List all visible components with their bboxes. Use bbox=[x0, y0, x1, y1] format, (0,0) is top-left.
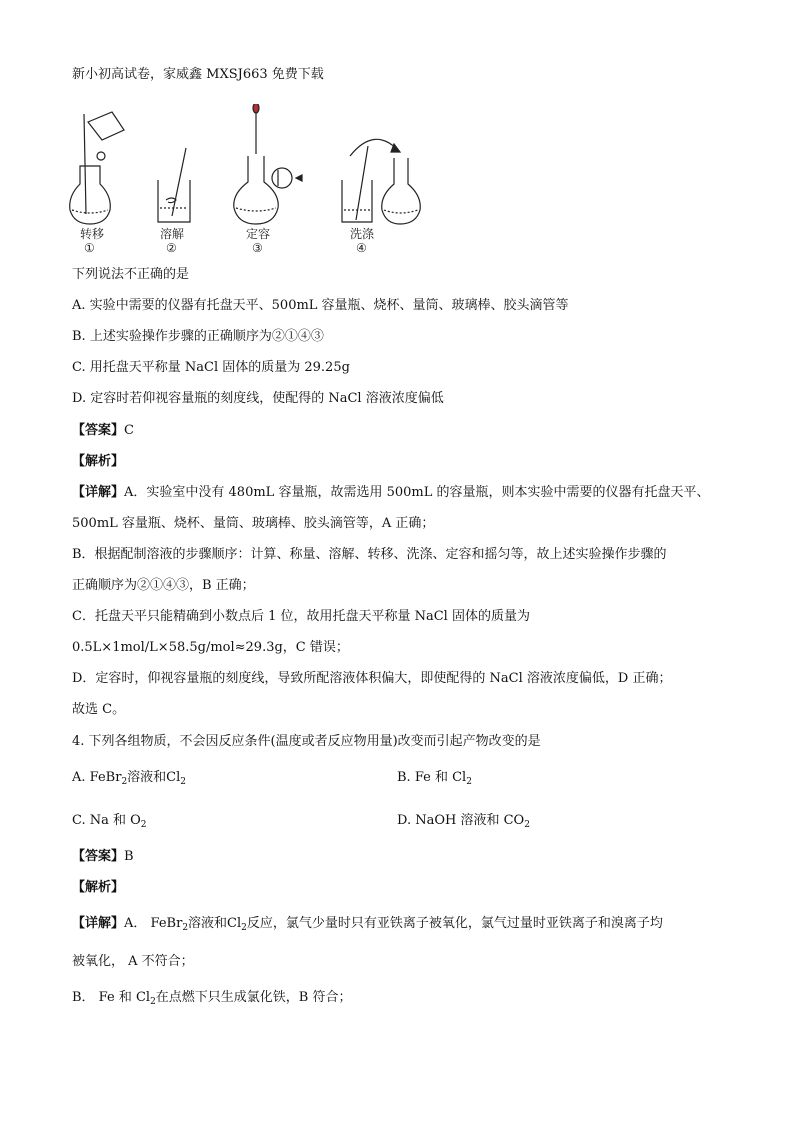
q3-option-a: A. 实验中需要的仪器有托盘天平、500mL 容量瓶、烧杯、量筒、玻璃棒、胶头滴管等 bbox=[72, 298, 569, 313]
q4-a-prefix: A. FeBr bbox=[72, 770, 122, 785]
q3-detail-line-6: 0.5L×1mol/L×58.5g/mol≈29.3g，C 错误； bbox=[72, 640, 349, 655]
q4-detail-line-2: 被氧化， A 不符合； bbox=[72, 954, 194, 969]
q3-stem: 下列说法不正确的是 bbox=[72, 267, 190, 282]
q4-detail-b-s1: 2 bbox=[150, 997, 156, 1007]
q3-detail-line-7: D．定容时，仰视容量瓶的刻度线，导致所配溶液体积偏大，即使配得的 NaCl 溶液浓度偏低，D 正确； bbox=[72, 671, 672, 686]
answer-label: 【答案】 bbox=[72, 849, 125, 864]
q4-c-prefix: C. Na 和 O bbox=[72, 813, 141, 828]
answer-label: 【答案】 bbox=[72, 423, 125, 438]
q4-detail-a-mid: 溶液和Cl bbox=[188, 916, 242, 931]
q3-detail-line-1 bbox=[72, 484, 709, 502]
analysis-label: 【解析】 bbox=[72, 880, 125, 895]
figure-label-1-name: 转移 bbox=[80, 227, 105, 241]
q4-detail-a-s2: 2 bbox=[241, 923, 247, 933]
q4-detail-a-pre: A． FeBr bbox=[124, 916, 183, 931]
q4-option-b bbox=[397, 769, 472, 787]
q4-d-sub1: 2 bbox=[524, 820, 530, 830]
q4-analysis-label bbox=[72, 879, 124, 897]
beaker-wash-icon bbox=[342, 139, 420, 224]
q3-option-d: D. 定容时若仰视容量瓶的刻度线，使配得的 NaCl 溶液浓度偏低 bbox=[72, 391, 444, 406]
q4-stem: 4. 下列各组物质，不会因反应条件(温度或者反应物用量)改变而引起产物改变的是 bbox=[72, 734, 541, 749]
beaker-dissolve-icon bbox=[158, 148, 190, 222]
figure-label-3-num: ③ bbox=[252, 241, 263, 254]
q3-detail-line-4: 正确顺序为②①④③，B 正确； bbox=[72, 578, 255, 593]
q3-option-c: C. 用托盘天平称量 NaCl 固体的质量为 29.25g bbox=[72, 360, 350, 375]
flask-transfer-icon bbox=[70, 112, 124, 224]
answer-value: C bbox=[124, 423, 134, 438]
analysis-label: 【解析】 bbox=[72, 454, 125, 469]
q4-b-prefix: B. Fe 和 Cl bbox=[397, 770, 467, 785]
q4-d-prefix: D. NaOH 溶液和 CO bbox=[397, 813, 525, 828]
q3-analysis-label bbox=[72, 453, 124, 471]
figure-label-4-name: 洗涤 bbox=[350, 227, 375, 241]
page-header: 新小初高试卷，家威鑫 MXSJ663 免费下载 bbox=[72, 67, 324, 82]
figure-label-2-name: 溶解 bbox=[160, 227, 185, 241]
detail-text: A．实验室中没有 480mL 容量瓶，故需选用 500mL 的容量瓶，则本实验中需要的仪器有托盘天平、 bbox=[124, 485, 710, 500]
q4-a-sub2: 2 bbox=[180, 777, 187, 787]
q4-a-sub1: 2 bbox=[121, 777, 128, 787]
q3-detail-line-2: 500mL 容量瓶、烧杯、量筒、玻璃棒、胶头滴管等，A 正确； bbox=[72, 516, 435, 531]
q4-a-mid: 溶液和Cl bbox=[127, 770, 181, 785]
q3-option-b: B. 上述实验操作步骤的正确顺序为②①④③ bbox=[72, 329, 324, 344]
answer-value: B bbox=[124, 849, 134, 864]
q4-c-sub1: 2 bbox=[140, 820, 147, 830]
q4-b-sub1: 2 bbox=[466, 777, 472, 787]
q3-answer bbox=[72, 422, 134, 440]
q4-detail-b-pre: B． Fe 和 Cl bbox=[72, 990, 151, 1005]
q4-detail-line-3 bbox=[72, 989, 351, 1007]
detail-label: 【详解】 bbox=[72, 485, 125, 500]
detail-label: 【详解】 bbox=[72, 916, 125, 931]
flask-dropper-icon bbox=[234, 104, 302, 224]
figure-label-4-num: ④ bbox=[356, 241, 367, 254]
q4-answer bbox=[72, 848, 134, 866]
q3-detail-line-3: B．根据配制溶液的步骤顺序：计算、称量、溶解、转移、洗涤、定容和摇匀等，故上述实验操作步骤的 bbox=[72, 547, 667, 562]
q4-option-d bbox=[397, 812, 530, 830]
q4-detail-a-s1: 2 bbox=[182, 923, 189, 933]
q4-detail-a-post: 反应，氯气少量时只有亚铁离子被氧化，氯气过量时亚铁离子和溴离子均 bbox=[246, 916, 663, 931]
figure-label-1-num: ① bbox=[84, 241, 95, 254]
q4-option-c bbox=[72, 812, 147, 830]
q3-detail-line-5: C．托盘天平只能精确到小数点后 1 位，故用托盘天平称量 NaCl 固体的质量为 bbox=[72, 609, 530, 624]
q4-option-a bbox=[72, 769, 186, 787]
lab-steps-figure bbox=[68, 104, 428, 254]
figure-label-2-num: ② bbox=[166, 241, 177, 254]
q4-detail-line-1 bbox=[72, 915, 663, 933]
q3-detail-line-8: 故选 C。 bbox=[72, 702, 126, 717]
q4-detail-b-post: 在点燃下只生成氯化铁，B 符合； bbox=[155, 990, 352, 1005]
figure-label-3-name: 定容 bbox=[246, 227, 271, 241]
